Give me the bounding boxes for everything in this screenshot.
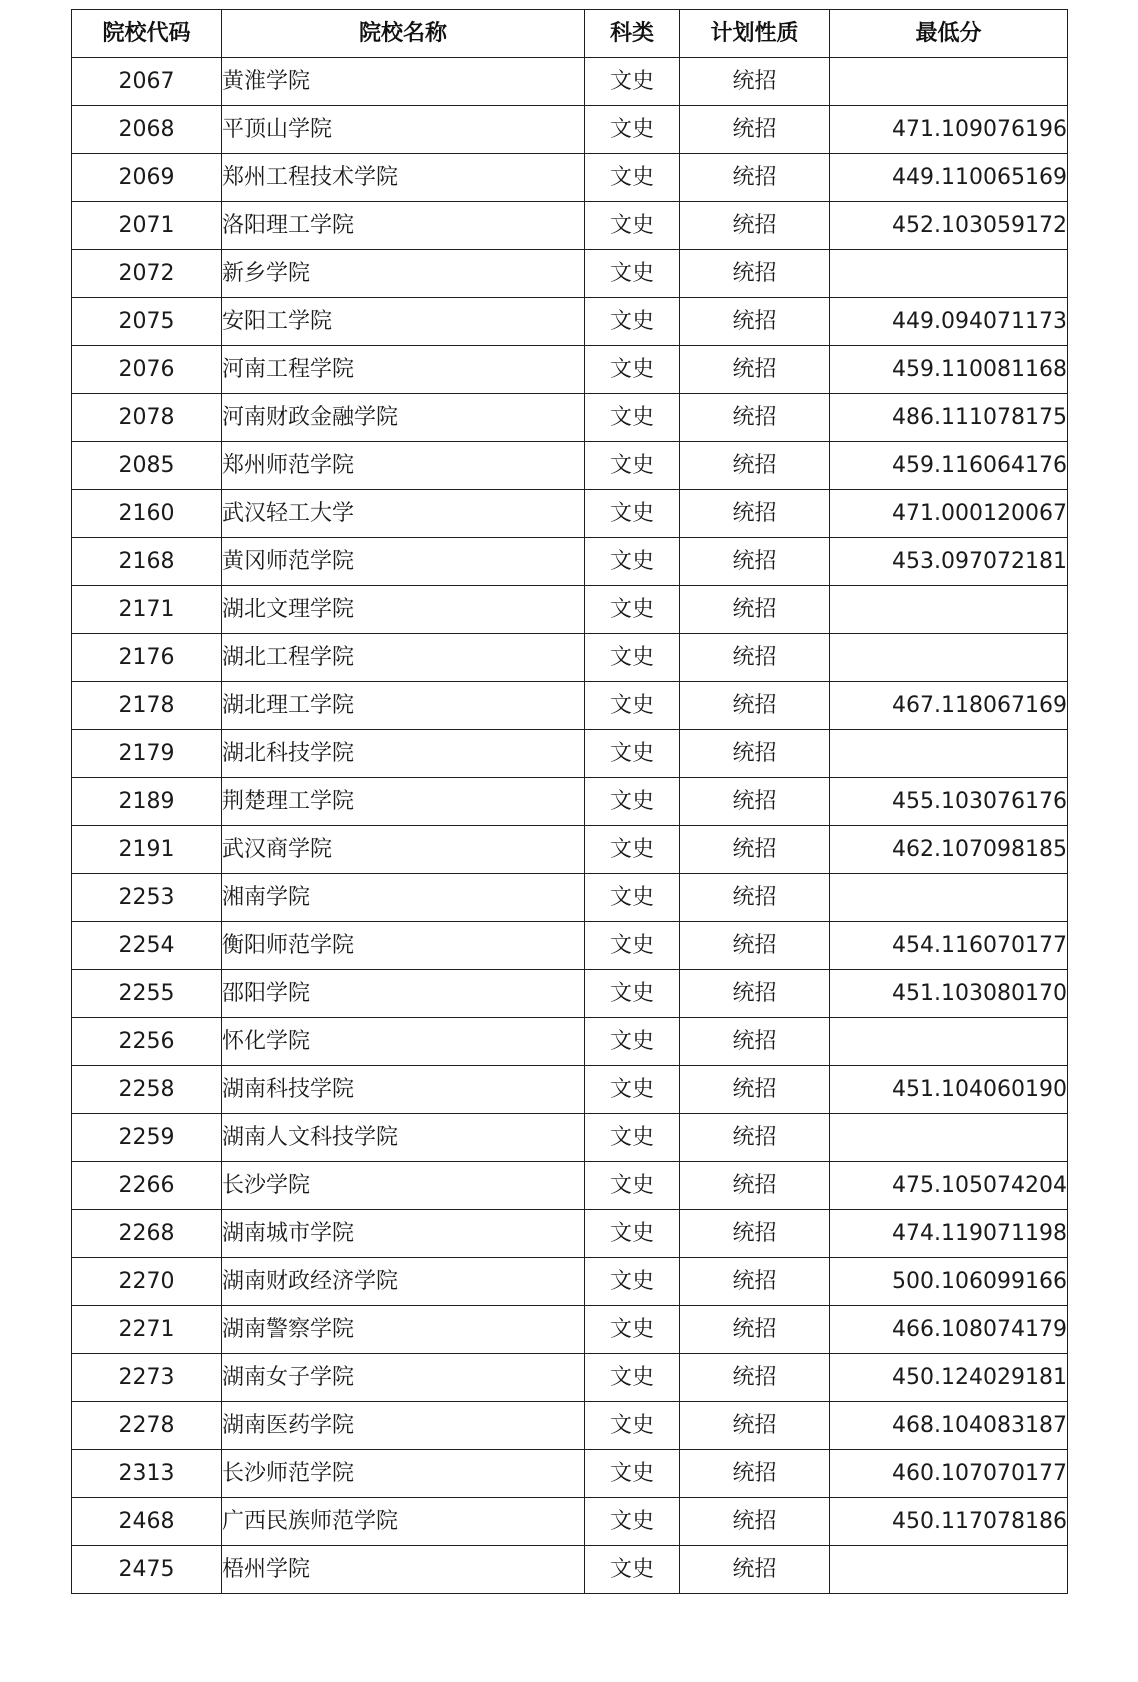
min-score-cell: 449.094071173 <box>830 298 1068 346</box>
subject-type-cell: 文史 <box>585 346 680 394</box>
table-row <box>72 826 1068 874</box>
min-score-cell: 452.103059172 <box>830 202 1068 250</box>
min-score-cell: 453.097072181 <box>830 538 1068 586</box>
table-row <box>72 202 1068 250</box>
school-name-cell: 河南财政金融学院 <box>222 394 585 442</box>
school-code-cell: 2254 <box>72 922 222 970</box>
school-code-cell: 2475 <box>72 1546 222 1594</box>
subject-type-cell: 文史 <box>585 826 680 874</box>
admission-score-table <box>71 9 1068 1594</box>
subject-type-cell: 文史 <box>585 394 680 442</box>
subject-type-cell: 文史 <box>585 1210 680 1258</box>
table-row <box>72 58 1068 106</box>
plan-type-cell: 统招 <box>680 1066 830 1114</box>
school-name-cell: 广西民族师范学院 <box>222 1498 585 1546</box>
school-code-cell: 2160 <box>72 490 222 538</box>
table-row <box>72 394 1068 442</box>
school-code-cell: 2176 <box>72 634 222 682</box>
school-code-cell: 2191 <box>72 826 222 874</box>
school-name-cell: 平顶山学院 <box>222 106 585 154</box>
subject-type-cell: 文史 <box>585 634 680 682</box>
subject-type-cell: 文史 <box>585 202 680 250</box>
min-score-cell: 454.116070177 <box>830 922 1068 970</box>
table-row <box>72 490 1068 538</box>
plan-type-cell: 统招 <box>680 1546 830 1594</box>
table-row <box>72 1258 1068 1306</box>
school-name-cell: 湖南女子学院 <box>222 1354 585 1402</box>
min-score-cell <box>830 1546 1068 1594</box>
school-code-cell: 2189 <box>72 778 222 826</box>
school-name-cell: 郑州工程技术学院 <box>222 154 585 202</box>
subject-type-cell: 文史 <box>585 1258 680 1306</box>
school-name-cell: 湖南城市学院 <box>222 1210 585 1258</box>
school-name-cell: 湖南人文科技学院 <box>222 1114 585 1162</box>
table-row <box>72 970 1068 1018</box>
school-code-cell: 2259 <box>72 1114 222 1162</box>
plan-type-cell: 统招 <box>680 490 830 538</box>
min-score-cell: 467.118067169 <box>830 682 1068 730</box>
subject-type-cell: 文史 <box>585 1402 680 1450</box>
school-name-cell: 邵阳学院 <box>222 970 585 1018</box>
subject-type-cell: 文史 <box>585 58 680 106</box>
subject-type-cell: 文史 <box>585 1498 680 1546</box>
school-name-cell: 荆楚理工学院 <box>222 778 585 826</box>
plan-type-cell: 统招 <box>680 1162 830 1210</box>
table-row <box>72 154 1068 202</box>
school-name-cell: 湖北工程学院 <box>222 634 585 682</box>
min-score-cell: 474.119071198 <box>830 1210 1068 1258</box>
subject-type-cell: 文史 <box>585 1162 680 1210</box>
table-row <box>72 1402 1068 1450</box>
school-code-cell: 2075 <box>72 298 222 346</box>
plan-type-cell: 统招 <box>680 1258 830 1306</box>
plan-type-cell: 统招 <box>680 826 830 874</box>
table-row <box>72 346 1068 394</box>
plan-type-cell: 统招 <box>680 874 830 922</box>
school-code-cell: 2069 <box>72 154 222 202</box>
subject-type-cell: 文史 <box>585 970 680 1018</box>
min-score-cell <box>830 250 1068 298</box>
subject-type-cell: 文史 <box>585 490 680 538</box>
school-code-cell: 2078 <box>72 394 222 442</box>
subject-type-cell: 文史 <box>585 1546 680 1594</box>
plan-type-cell: 统招 <box>680 1018 830 1066</box>
header-subject-type: 科类 <box>585 10 680 58</box>
school-name-cell: 武汉商学院 <box>222 826 585 874</box>
min-score-cell: 466.108074179 <box>830 1306 1068 1354</box>
subject-type-cell: 文史 <box>585 922 680 970</box>
school-name-cell: 衡阳师范学院 <box>222 922 585 970</box>
plan-type-cell: 统招 <box>680 154 830 202</box>
school-code-cell: 2313 <box>72 1450 222 1498</box>
table-row <box>72 250 1068 298</box>
school-code-cell: 2273 <box>72 1354 222 1402</box>
school-code-cell: 2271 <box>72 1306 222 1354</box>
school-name-cell: 湘南学院 <box>222 874 585 922</box>
subject-type-cell: 文史 <box>585 1354 680 1402</box>
plan-type-cell: 统招 <box>680 538 830 586</box>
school-name-cell: 湖南财政经济学院 <box>222 1258 585 1306</box>
plan-type-cell: 统招 <box>680 298 830 346</box>
header-min-score: 最低分 <box>830 10 1068 58</box>
min-score-cell: 459.110081168 <box>830 346 1068 394</box>
school-name-cell: 湖北理工学院 <box>222 682 585 730</box>
subject-type-cell: 文史 <box>585 730 680 778</box>
subject-type-cell: 文史 <box>585 874 680 922</box>
subject-type-cell: 文史 <box>585 1018 680 1066</box>
min-score-cell: 451.103080170 <box>830 970 1068 1018</box>
school-code-cell: 2256 <box>72 1018 222 1066</box>
table-row <box>72 1546 1068 1594</box>
min-score-cell <box>830 1018 1068 1066</box>
school-code-cell: 2179 <box>72 730 222 778</box>
table-row <box>72 1354 1068 1402</box>
min-score-cell: 449.110065169 <box>830 154 1068 202</box>
table-body <box>72 58 1068 1594</box>
table-row <box>72 298 1068 346</box>
header-plan-type: 计划性质 <box>680 10 830 58</box>
plan-type-cell: 统招 <box>680 250 830 298</box>
table-row <box>72 874 1068 922</box>
school-name-cell: 湖北科技学院 <box>222 730 585 778</box>
table-row <box>72 634 1068 682</box>
school-code-cell: 2076 <box>72 346 222 394</box>
school-name-cell: 湖南警察学院 <box>222 1306 585 1354</box>
subject-type-cell: 文史 <box>585 250 680 298</box>
min-score-cell <box>830 58 1068 106</box>
table-row <box>72 442 1068 490</box>
plan-type-cell: 统招 <box>680 730 830 778</box>
table-row <box>72 778 1068 826</box>
school-code-cell: 2278 <box>72 1402 222 1450</box>
school-name-cell: 洛阳理工学院 <box>222 202 585 250</box>
school-code-cell: 2266 <box>72 1162 222 1210</box>
table-row <box>72 922 1068 970</box>
school-code-cell: 2067 <box>72 58 222 106</box>
subject-type-cell: 文史 <box>585 1306 680 1354</box>
min-score-cell: 460.107070177 <box>830 1450 1068 1498</box>
min-score-cell: 475.105074204 <box>830 1162 1068 1210</box>
plan-type-cell: 统招 <box>680 682 830 730</box>
plan-type-cell: 统招 <box>680 1450 830 1498</box>
plan-type-cell: 统招 <box>680 1498 830 1546</box>
school-code-cell: 2085 <box>72 442 222 490</box>
school-code-cell: 2068 <box>72 106 222 154</box>
school-name-cell: 梧州学院 <box>222 1546 585 1594</box>
subject-type-cell: 文史 <box>585 442 680 490</box>
min-score-cell: 450.124029181 <box>830 1354 1068 1402</box>
school-code-cell: 2258 <box>72 1066 222 1114</box>
min-score-cell: 471.109076196 <box>830 106 1068 154</box>
table-row <box>72 586 1068 634</box>
school-name-cell: 黄冈师范学院 <box>222 538 585 586</box>
school-name-cell: 湖南科技学院 <box>222 1066 585 1114</box>
plan-type-cell: 统招 <box>680 58 830 106</box>
subject-type-cell: 文史 <box>585 1114 680 1162</box>
plan-type-cell: 统招 <box>680 778 830 826</box>
min-score-cell <box>830 586 1068 634</box>
min-score-cell <box>830 1114 1068 1162</box>
subject-type-cell: 文史 <box>585 1450 680 1498</box>
plan-type-cell: 统招 <box>680 586 830 634</box>
school-name-cell: 长沙学院 <box>222 1162 585 1210</box>
plan-type-cell: 统招 <box>680 1114 830 1162</box>
header-school-code: 院校代码 <box>72 10 222 58</box>
school-code-cell: 2253 <box>72 874 222 922</box>
plan-type-cell: 统招 <box>680 1210 830 1258</box>
school-code-cell: 2171 <box>72 586 222 634</box>
table-row <box>72 1498 1068 1546</box>
plan-type-cell: 统招 <box>680 634 830 682</box>
min-score-cell: 468.104083187 <box>830 1402 1068 1450</box>
min-score-cell: 450.117078186 <box>830 1498 1068 1546</box>
header-school-name: 院校名称 <box>222 10 585 58</box>
table-row <box>72 682 1068 730</box>
plan-type-cell: 统招 <box>680 1306 830 1354</box>
school-code-cell: 2071 <box>72 202 222 250</box>
table-row <box>72 730 1068 778</box>
subject-type-cell: 文史 <box>585 106 680 154</box>
subject-type-cell: 文史 <box>585 682 680 730</box>
table-row <box>72 1114 1068 1162</box>
table-row <box>72 106 1068 154</box>
school-name-cell: 湖南医药学院 <box>222 1402 585 1450</box>
plan-type-cell: 统招 <box>680 922 830 970</box>
plan-type-cell: 统招 <box>680 442 830 490</box>
table-row <box>72 1162 1068 1210</box>
school-name-cell: 新乡学院 <box>222 250 585 298</box>
school-name-cell: 湖北文理学院 <box>222 586 585 634</box>
school-code-cell: 2255 <box>72 970 222 1018</box>
school-code-cell: 2268 <box>72 1210 222 1258</box>
school-name-cell: 怀化学院 <box>222 1018 585 1066</box>
subject-type-cell: 文史 <box>585 1066 680 1114</box>
school-name-cell: 安阳工学院 <box>222 298 585 346</box>
plan-type-cell: 统招 <box>680 1402 830 1450</box>
school-code-cell: 2270 <box>72 1258 222 1306</box>
plan-type-cell: 统招 <box>680 346 830 394</box>
table-row <box>72 1066 1068 1114</box>
min-score-cell <box>830 634 1068 682</box>
min-score-cell: 462.107098185 <box>830 826 1068 874</box>
plan-type-cell: 统招 <box>680 106 830 154</box>
plan-type-cell: 统招 <box>680 970 830 1018</box>
table-header-row <box>72 10 1068 58</box>
school-name-cell: 武汉轻工大学 <box>222 490 585 538</box>
table-row <box>72 1018 1068 1066</box>
plan-type-cell: 统招 <box>680 394 830 442</box>
min-score-cell: 500.106099166 <box>830 1258 1068 1306</box>
min-score-cell <box>830 730 1068 778</box>
min-score-cell: 455.103076176 <box>830 778 1068 826</box>
school-name-cell: 郑州师范学院 <box>222 442 585 490</box>
subject-type-cell: 文史 <box>585 538 680 586</box>
school-code-cell: 2168 <box>72 538 222 586</box>
school-name-cell: 黄淮学院 <box>222 58 585 106</box>
subject-type-cell: 文史 <box>585 154 680 202</box>
subject-type-cell: 文史 <box>585 778 680 826</box>
school-name-cell: 长沙师范学院 <box>222 1450 585 1498</box>
school-name-cell: 河南工程学院 <box>222 346 585 394</box>
subject-type-cell: 文史 <box>585 298 680 346</box>
plan-type-cell: 统招 <box>680 1354 830 1402</box>
min-score-cell: 451.104060190 <box>830 1066 1068 1114</box>
school-code-cell: 2468 <box>72 1498 222 1546</box>
school-code-cell: 2178 <box>72 682 222 730</box>
min-score-cell: 471.000120067 <box>830 490 1068 538</box>
subject-type-cell: 文史 <box>585 586 680 634</box>
school-code-cell: 2072 <box>72 250 222 298</box>
plan-type-cell: 统招 <box>680 202 830 250</box>
table-row <box>72 538 1068 586</box>
table-row <box>72 1306 1068 1354</box>
table-row <box>72 1450 1068 1498</box>
min-score-cell <box>830 874 1068 922</box>
min-score-cell: 486.111078175 <box>830 394 1068 442</box>
admission-score-sheet <box>71 9 1068 1594</box>
table-row <box>72 1210 1068 1258</box>
min-score-cell: 459.116064176 <box>830 442 1068 490</box>
